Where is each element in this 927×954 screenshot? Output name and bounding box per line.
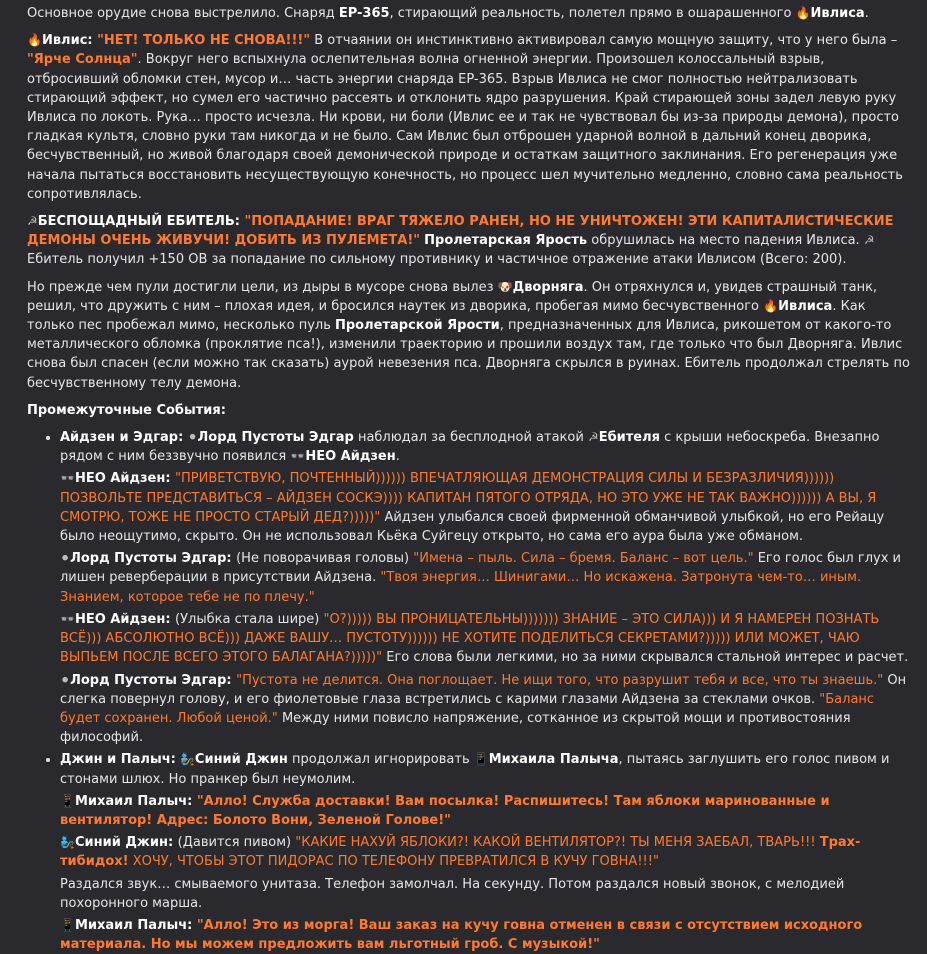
fire-icon: 🔥 xyxy=(795,6,811,20)
glasses-icon: 👓 xyxy=(290,449,306,464)
bold-term: EP-365 xyxy=(338,6,390,21)
dialogue-line xyxy=(60,610,917,668)
section-title xyxy=(27,401,917,420)
dark-orb-icon: ⚫ xyxy=(60,672,71,687)
text: продолжал игнорировать xyxy=(287,752,474,768)
quote: "Алло! Это из морга! Ваш заказ на кучу говна отменен в связи с отсутствием исходного материала. Но мы можем предложить вам льготный гроб. С музыкой!" xyxy=(60,917,863,953)
paragraph-4 xyxy=(27,278,917,393)
character-name: Михаил Палыч xyxy=(74,793,188,809)
character-name: Михаила Палыча xyxy=(488,752,619,768)
text: Но прежде чем пули достигли цели, из дыры в мусоре снова вылез xyxy=(27,279,498,295)
character-name: Ебителя xyxy=(598,430,660,446)
text: , пытаясь заглушить его голос пивом и стонами шлюх. Но пранкер был неумолим. xyxy=(60,752,890,787)
genie-icon: 🧞 xyxy=(179,752,195,767)
text: Раздался звук… смываемого унитаза. Телефон замолчал. На секунду. Потом раздался новый звонок, с мелодией похоронного марша. xyxy=(60,876,845,911)
phone-icon: 📱 xyxy=(473,752,489,767)
quote: ХОЧУ, ЧТОБЫ ЭТОТ ПИДОРАС ПО ТЕЛЕФОНУ ПРЕВРАТИЛСЯ В КУЧУ ГОВНА!!!" xyxy=(128,854,659,870)
colon: : xyxy=(165,611,176,627)
character-name: Михаил Палыч xyxy=(74,917,188,933)
quote: "ПОПАДАНИЕ! ВРАГ ТЯЖЕЛО РАНЕН, НО НЕ УНИЧТОЖЕН! ЭТИ КАПИТАЛИСТИЧЕСКИЕ ДЕМОНЫ ОЧЕНЬ ЖИВУЧИ! ДОБИТЬ ИЗ ПУЛЕМЕТА!" xyxy=(27,214,894,249)
text: (Не поворачивая головы) xyxy=(236,551,414,567)
text: Его слова были легкими, но за ними скрывался стальной интерес и расчет. xyxy=(382,650,909,666)
character-name: Ивлис xyxy=(41,33,88,49)
phone-icon: 📱 xyxy=(60,917,75,932)
character-name: Лорд Пустоты Эдгар xyxy=(197,430,354,446)
quote: "Твоя энергия… Шинигами… Но искажена. Затронута чем-то… иным. Знанием, которое тебе не по плечу." xyxy=(60,570,862,605)
list-item xyxy=(60,428,917,747)
colon: : xyxy=(226,551,237,567)
quote: "Алло! Служба доставки! Вам посылка! Распишитесь! Там яблоки маринованные и вентилятор! Адрес: Болото Вони, Зеленой Голове!" xyxy=(60,793,830,828)
dialogue-line xyxy=(60,833,917,871)
event-intro xyxy=(60,750,917,788)
colon: : xyxy=(165,471,176,487)
hammer-sickle-icon: ☭ xyxy=(587,430,599,445)
list-item xyxy=(60,750,917,954)
text: Между ними повисло напряжение, сотканное из скрытой мощи и противостояния философий. xyxy=(60,710,851,746)
quote: "О?))))) ВЫ ПРОНИЦАТЕЛЬНЫ))))))) ЗНАНИЕ – ЭТО СИЛА))) И Я НАМЕРЕН ПОЗНАТЬ ВСЁ))) АБСОЛЮТНО ВСЁ))) ДАЖЕ ВАШУ… ПУСТОТУ)))))) НЕ ХОТИТЕ ПОДЕЛИТЬСЯ СЕКРЕТАМИ?))))) ИЛИ МОЖЕТ, ЧАЮ ВЫПЬЕМ ПОСЛЕ ВСЕГО ЭТОГО БАЛАГАНА?)))))" xyxy=(60,611,880,666)
paragraph-1 xyxy=(27,4,917,23)
dark-orb-icon: ⚫ xyxy=(187,430,198,445)
colon: : xyxy=(234,214,245,230)
quote: "ПРИВЕТСТВУЮ, ПОЧТЕННЫЙ)))))) ВПЕЧАТЛЯЮЩАЯ ДЕМОНСТРАЦИЯ СИЛЫ И БЕЗРАЗЛИЧИЯ)))))) ПОЗВОЛЬТЕ ПРЕДСТАВИТЬСЯ – АЙДЗЕН СОСКЭ)))) КАПИТАН ПЯТОГО ОТРЯДА, НО ЭТО УЖЕ НЕ ТАК ВАЖНО)))))) А ВЫ, Я СМОТРЮ, ТОЖЕ НЕ ПРОСТО СТАРЫЙ ДЕД?)))))" xyxy=(60,471,877,525)
quote-bold: Трах-тибидох! xyxy=(60,835,861,870)
character-name: НЕО Айдзен xyxy=(74,471,166,487)
event-intro xyxy=(60,428,917,466)
quote: "Имена – пыль. Сила – бремя. Баланс – вот цель." xyxy=(413,551,754,567)
bold-term: Пролетарская Ярость xyxy=(424,233,588,249)
glasses-icon: 👓 xyxy=(60,471,75,486)
text: Ебитель получил +150 ОВ за попадание по сильному противнику и частичное отражение атаки Ивлисом (Всего: 200). xyxy=(27,252,847,268)
text: (Давится пивом) xyxy=(177,835,296,851)
quote: "Ярче Солнца" xyxy=(27,52,138,68)
character-name: Ивлиса xyxy=(778,298,833,314)
character-name: НЕО Айдзен xyxy=(74,611,166,627)
text: , предназначенных для Ивлиса, рикошетом от какого-то металлического обломка (проклятие пса!), изменили траекторию и прошили воздух там, где только что был Дворняга. Ивлис снова был спасен (если можно так сказать) аурой невезения пса. Дворняга скрылся в руинах. Ебитель продолжал стрелять по бесчувственному телу демона. xyxy=(27,318,910,391)
text: . Он отряхнулся и, увидев страшный танк, решил, что дружить с ним – плохая идея, и бросился наутек из дворика, пробегая мимо бесчувственного xyxy=(27,279,878,314)
colon: : xyxy=(187,917,197,933)
colon: : xyxy=(226,672,237,688)
quote: "Баланс будет сохранен. Любой ценой." xyxy=(60,691,875,726)
genie-icon: 🧞 xyxy=(60,835,75,850)
character-name: Лорд Пустоты Эдгар xyxy=(70,551,227,567)
text: наблюдал за бесплодной атакой xyxy=(353,430,588,446)
text: Он слегка повернул голову, и его фиолетовые глаза встретились с карими глазами Айдзена за стеклами очков. xyxy=(60,672,907,707)
character-name: Лорд Пустоты Эдгар xyxy=(70,672,227,688)
dialogue-line xyxy=(60,549,917,607)
character-name: НЕО Айдзен xyxy=(305,449,396,465)
colon: : xyxy=(87,33,98,49)
hammer-sickle-icon: ☭ xyxy=(863,233,875,248)
character-name: Синий Джин xyxy=(74,835,168,851)
dialogue-line xyxy=(60,792,917,830)
text: с крыши небоскреба. Внезапно рядом с ним беззвучно появился xyxy=(60,430,880,465)
quote: "КАКИЕ НАХУЙ ЯБЛОКИ?! КАКОЙ ВЕНТИЛЯТОР?! ТЫ МЕНЯ ЗАЕБАЛ, ТВАРЬ!!! xyxy=(295,835,820,851)
dialogue-line xyxy=(60,671,917,748)
character-name: Ивлиса xyxy=(810,6,865,21)
character-name: БЕСПОЩАДНЫЙ ЕБИТЕЛЬ xyxy=(37,214,235,230)
quote: "Пустота не делится. Она поглощает. Не ищи того, что разрушит тебя и все, что ты знаешь." xyxy=(236,672,884,688)
text: Его голос был глух и лишен реверберации в присутствии Айдзена. xyxy=(60,551,901,586)
text: , стирающий реальность, полетел прямо в ошарашенного xyxy=(389,6,796,21)
hammer-sickle-icon: ☭ xyxy=(27,214,38,229)
colon: : xyxy=(187,793,197,809)
paragraph-3 xyxy=(27,212,917,270)
fire-icon: 🔥 xyxy=(763,298,779,313)
dialogue-line xyxy=(60,469,917,546)
dialogue-line xyxy=(60,916,917,954)
character-name: Синий Джин xyxy=(194,752,288,768)
narration-line xyxy=(60,875,917,913)
bold-term: Пролетарской Ярости xyxy=(335,318,500,334)
interim-title: Промежуточные События: xyxy=(27,402,226,418)
paragraph-2 xyxy=(27,31,917,204)
fire-icon: 🔥 xyxy=(27,33,42,48)
events-list xyxy=(27,428,917,954)
colon: : xyxy=(167,835,178,851)
character-name: Дворняга xyxy=(512,279,584,295)
text: . Как только пес пробежал мимо, несколько пуль xyxy=(27,298,866,334)
text: . xyxy=(864,6,869,21)
text: В отчаянии он инстинктивно активировал самую мощную защиту, что у него была – xyxy=(310,33,898,49)
event-head: Айдзен и Эдгар: xyxy=(60,430,184,446)
text: . xyxy=(395,449,400,465)
text: (Улыбка стала шире) xyxy=(175,611,324,627)
text: обрушилась на место падения Ивлиса. xyxy=(587,233,864,249)
event-head: Джин и Палыч: xyxy=(60,752,176,768)
phone-icon: 📱 xyxy=(60,793,75,808)
text: Основное орудие снова выстрелило. Снаряд xyxy=(27,6,339,21)
text: Айдзен улыбался своей фирменной обманчивой улыбкой, но его Рейацу было неощутимо, скрыто. Он не использовал Кьёка Суйгецу открыто, но сама его аура была уже обманом. xyxy=(60,509,885,545)
dog-icon: 🐶 xyxy=(497,279,513,294)
text: . Вокруг него вспыхнула ослепительная волна огненной энергии. Произошел колоссальный взрыв, отбросивший обломки стен, мусор и… часть энергии снаряда EP-365. Взрыв Ивлиса не смог полностью нейтрализовать стирающий эффект, но сумел его частично рассеять и отклонить ядро разрушения. Край стирающей зоны задел левую руку Ивлиса по локоть. Рука… просто исчезла. Ни крови, ни боли (Ивлис ее и так не чувствовал бы из-за природы демона), просто гладкая культя, словно руки там никогда и не было. Сам Ивлис был отброшен ударной волной в дальний конец дворика, бесчувственный, но живой благодаря своей демонической природе и остаткам защитного заклинания. Его регенерация уже начала пытаться восстановить несуществующую конечность, но процесс шел мучительно медленно, словно сама реальность сопротивлялась. xyxy=(27,52,903,202)
quote: "НЕТ! ТОЛЬКО НЕ СНОВА!!!" xyxy=(97,33,311,49)
glasses-icon: 👓 xyxy=(60,611,75,626)
dark-orb-icon: ⚫ xyxy=(60,551,71,566)
